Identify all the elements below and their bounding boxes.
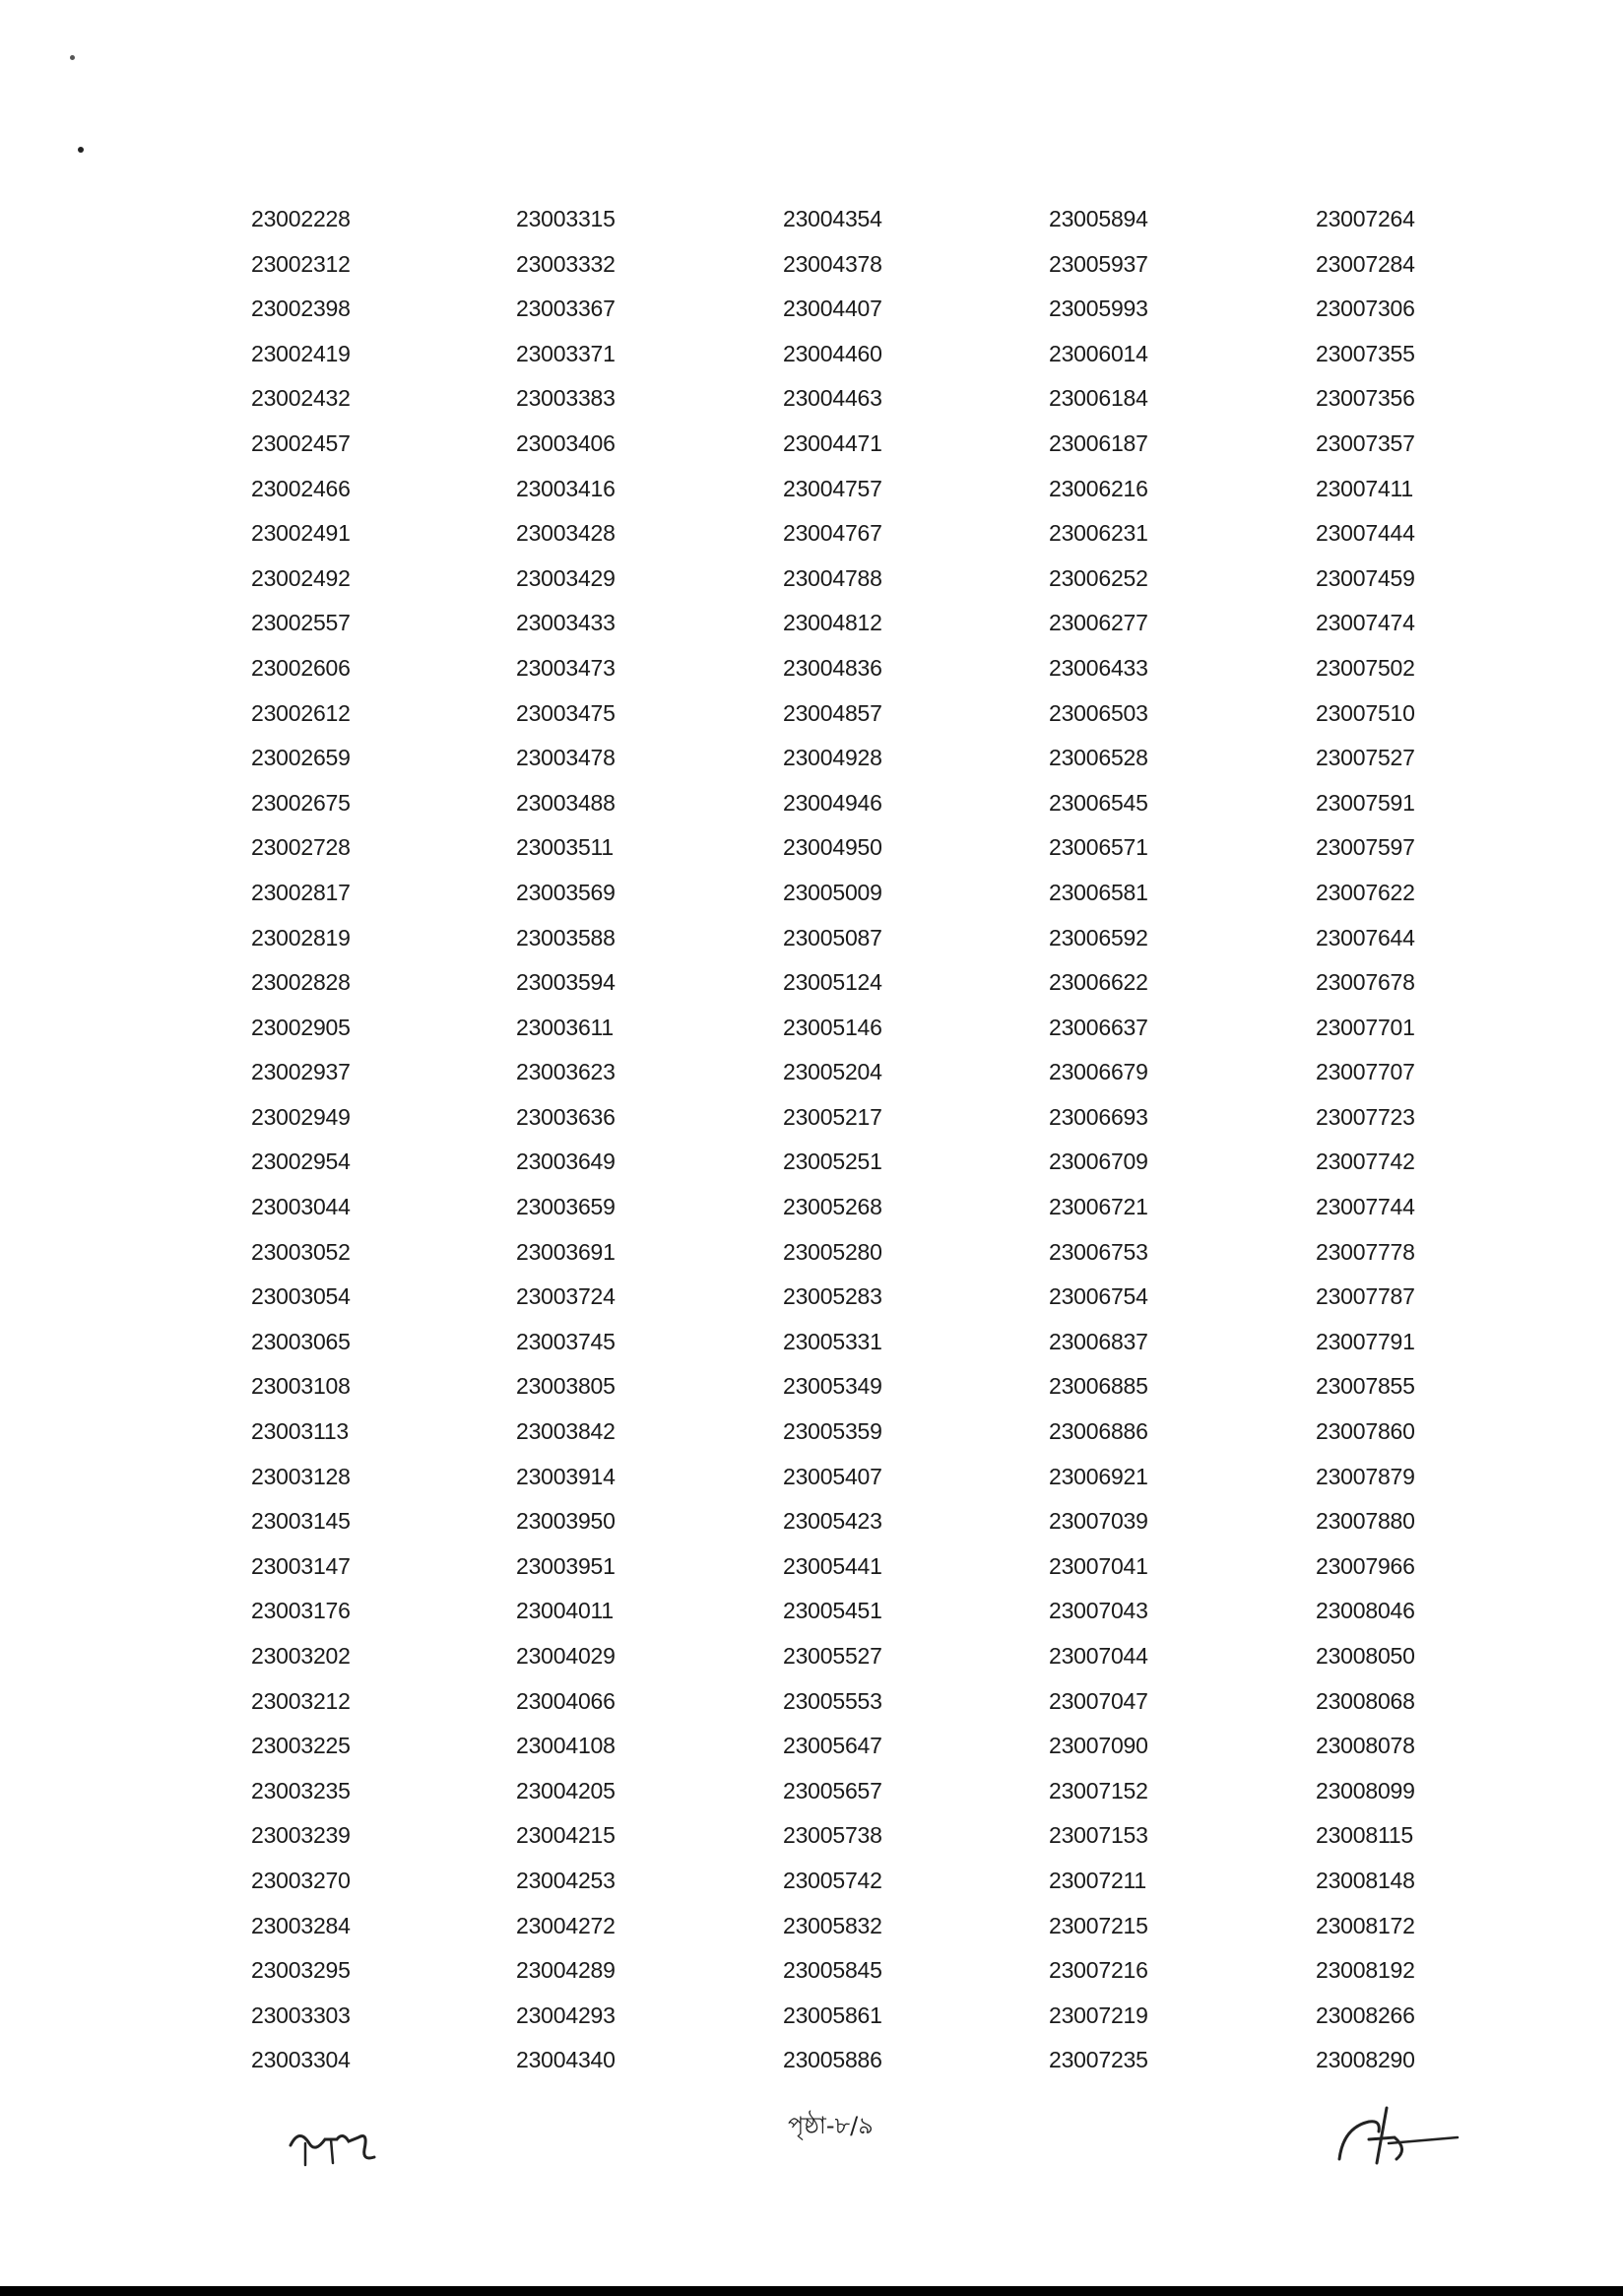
roll-number: 23004407 — [783, 295, 882, 322]
roll-number: 23002828 — [251, 969, 351, 996]
roll-number: 23003176 — [251, 1598, 351, 1624]
roll-number: 23003429 — [516, 564, 616, 591]
roll-number: 23007411 — [1316, 475, 1414, 501]
roll-number: 23004767 — [783, 520, 882, 547]
roll-number: 23004788 — [783, 564, 882, 591]
roll-number: 23005423 — [783, 1508, 882, 1535]
signature-left-icon — [286, 2118, 384, 2177]
roll-number: 23003108 — [251, 1373, 351, 1400]
roll-number: 23004066 — [516, 1687, 616, 1714]
roll-number: 23007215 — [1049, 1912, 1148, 1938]
roll-number: 23004215 — [516, 1822, 616, 1849]
roll-number: 23006433 — [1049, 654, 1148, 681]
roll-number: 23002905 — [251, 1014, 351, 1040]
roll-number: 23005124 — [783, 969, 882, 996]
roll-number: 23003511 — [516, 834, 615, 861]
roll-number: 23005331 — [783, 1328, 882, 1354]
roll-number: 23003636 — [516, 1103, 616, 1130]
roll-number: 23005527 — [783, 1643, 882, 1669]
roll-number: 23003128 — [251, 1463, 351, 1489]
roll-number: 23005845 — [783, 1957, 882, 1984]
roll-number: 23007879 — [1316, 1463, 1415, 1489]
roll-number: 23005280 — [783, 1238, 882, 1265]
roll-number: 23004836 — [783, 654, 882, 681]
roll-number: 23003113 — [251, 1418, 350, 1445]
roll-number: 23004340 — [516, 2047, 616, 2073]
roll-number: 23003659 — [516, 1194, 616, 1220]
roll-number: 23006886 — [1049, 1418, 1148, 1445]
roll-number: 23007678 — [1316, 969, 1415, 996]
roll-number: 23003416 — [516, 475, 616, 501]
roll-number: 23003295 — [251, 1957, 351, 1984]
roll-number: 23003332 — [516, 250, 616, 277]
roll-number: 23004205 — [516, 1777, 616, 1804]
roll-number: 23003623 — [516, 1059, 616, 1085]
roll-number: 23005861 — [783, 2001, 882, 2028]
roll-number: 23002457 — [251, 429, 351, 456]
roll-number: 23005657 — [783, 1777, 882, 1804]
roll-number: 23007778 — [1316, 1238, 1415, 1265]
roll-number: 23005451 — [783, 1598, 882, 1624]
roll-number: 23002819 — [251, 924, 351, 951]
roll-number: 23005283 — [783, 1283, 882, 1310]
roll-number: 23005886 — [783, 2047, 882, 2073]
roll-number: 23004812 — [783, 610, 882, 636]
roll-number: 23007357 — [1316, 429, 1415, 456]
roll-number: 23002949 — [251, 1103, 351, 1130]
roll-number: 23007474 — [1316, 610, 1415, 636]
roll-number: 23007723 — [1316, 1103, 1415, 1130]
roll-number: 23003842 — [516, 1418, 616, 1445]
roll-number: 23007744 — [1316, 1194, 1415, 1220]
roll-number: 23008115 — [1316, 1822, 1414, 1849]
roll-number: 23003745 — [516, 1328, 616, 1354]
roll-number: 23002419 — [251, 340, 351, 366]
roll-number: 23003284 — [251, 1912, 351, 1938]
roll-number: 23003950 — [516, 1508, 616, 1535]
roll-number: 23002659 — [251, 745, 351, 771]
roll-number: 23007043 — [1049, 1598, 1148, 1624]
roll-number: 23004354 — [783, 206, 882, 231]
roll-number: 23002491 — [251, 520, 351, 547]
roll-number: 23007152 — [1049, 1777, 1148, 1804]
roll-number: 23008266 — [1316, 2001, 1415, 2028]
roll-number: 23006571 — [1049, 834, 1148, 861]
roll-number: 23005894 — [1049, 206, 1148, 231]
roll-number: 23003044 — [251, 1194, 351, 1220]
roll-number: 23003473 — [516, 654, 616, 681]
roll-number: 23003914 — [516, 1463, 616, 1489]
roll-number: 23005217 — [783, 1103, 882, 1130]
roll-number: 23006592 — [1049, 924, 1148, 951]
roll-number: 23003478 — [516, 745, 616, 771]
roll-number: 23007510 — [1316, 699, 1415, 726]
roll-number: 23008192 — [1316, 1957, 1415, 1984]
roll-number: 23006693 — [1049, 1103, 1148, 1130]
roll-number: 23003315 — [516, 206, 616, 231]
roll-number: 23006014 — [1049, 340, 1148, 366]
roll-number: 23007041 — [1049, 1552, 1148, 1579]
roll-number: 23007356 — [1316, 385, 1415, 412]
roll-number: 23003270 — [251, 1867, 351, 1893]
roll-number: 23008148 — [1316, 1867, 1415, 1893]
roll-number: 23005009 — [783, 879, 882, 905]
column-5 — [1316, 197, 1415, 2083]
roll-number: 23002557 — [251, 610, 351, 636]
roll-number: 23003433 — [516, 610, 616, 636]
roll-number: 23007597 — [1316, 834, 1415, 861]
roll-number: 23004950 — [783, 834, 882, 861]
roll-number: 23004460 — [783, 340, 882, 366]
roll-number: 23003428 — [516, 520, 616, 547]
roll-number: 23007787 — [1316, 1283, 1415, 1310]
roll-number: 23003052 — [251, 1238, 351, 1265]
roll-number: 23003649 — [516, 1148, 616, 1175]
roll-number: 23002228 — [251, 206, 351, 231]
signature-right-icon — [1330, 2098, 1467, 2177]
roll-number: 23003065 — [251, 1328, 351, 1354]
roll-number: 23004011 — [516, 1598, 615, 1624]
column-4 — [1049, 197, 1148, 2083]
roll-number: 23003588 — [516, 924, 616, 951]
roll-number: 23003611 — [516, 1014, 615, 1040]
roll-number: 23003235 — [251, 1777, 351, 1804]
roll-number: 23007591 — [1316, 789, 1415, 816]
roll-number: 23006753 — [1049, 1238, 1148, 1265]
roll-number: 23006709 — [1049, 1148, 1148, 1175]
roll-number: 23003367 — [516, 295, 616, 322]
roll-number: 23007459 — [1316, 564, 1415, 591]
roll-number: 23004289 — [516, 1957, 616, 1984]
roll-number: 23002937 — [251, 1059, 351, 1085]
roll-number: 23006184 — [1049, 385, 1148, 412]
roll-number: 23004471 — [783, 429, 882, 456]
roll-number: 23004108 — [516, 1733, 616, 1759]
roll-number: 23007355 — [1316, 340, 1415, 366]
roll-number: 23007306 — [1316, 295, 1415, 322]
roll-number: 23002312 — [251, 250, 351, 277]
roll-number: 23008099 — [1316, 1777, 1415, 1804]
roll-number: 23008078 — [1316, 1733, 1415, 1759]
scan-speck — [70, 55, 75, 60]
roll-number: 23003488 — [516, 789, 616, 816]
roll-number: 23008068 — [1316, 1687, 1415, 1714]
roll-number: 23003805 — [516, 1373, 616, 1400]
roll-number: 23005359 — [783, 1418, 882, 1445]
roll-number: 23005268 — [783, 1194, 882, 1220]
roll-number: 23002954 — [251, 1148, 351, 1175]
roll-number: 23005349 — [783, 1373, 882, 1400]
roll-number: 23004293 — [516, 2001, 616, 2028]
roll-number: 23005251 — [783, 1148, 882, 1175]
roll-number: 23006721 — [1049, 1194, 1148, 1220]
roll-number: 23007622 — [1316, 879, 1415, 905]
roll-number: 23003304 — [251, 2047, 351, 2073]
roll-number: 23004946 — [783, 789, 882, 816]
roll-number: 23007284 — [1316, 250, 1415, 277]
roll-number: 23002432 — [251, 385, 351, 412]
roll-number: 23007644 — [1316, 924, 1415, 951]
roll-number: 23006216 — [1049, 475, 1148, 501]
roll-number: 23007860 — [1316, 1418, 1415, 1445]
roll-number: 23004029 — [516, 1643, 616, 1669]
roll-number: 23008050 — [1316, 1643, 1415, 1669]
roll-number: 23003303 — [251, 2001, 351, 2028]
roll-number: 23005087 — [783, 924, 882, 951]
roll-number: 23007742 — [1316, 1148, 1415, 1175]
roll-number: 23003594 — [516, 969, 616, 996]
roll-number: 23007527 — [1316, 745, 1415, 771]
roll-number: 23004928 — [783, 745, 882, 771]
roll-number: 23003383 — [516, 385, 616, 412]
roll-number: 23006581 — [1049, 879, 1148, 905]
column-2 — [516, 197, 616, 2083]
roll-number: 23006754 — [1049, 1283, 1148, 1310]
roll-number: 23005742 — [783, 1867, 882, 1893]
roll-number: 23003225 — [251, 1733, 351, 1759]
roll-number: 23003371 — [516, 340, 616, 366]
roll-number: 23007090 — [1049, 1733, 1148, 1759]
roll-number: 23004757 — [783, 475, 882, 501]
roll-number: 23005993 — [1049, 295, 1148, 322]
roll-number: 23003475 — [516, 699, 616, 726]
roll-number: 23008046 — [1316, 1598, 1415, 1624]
roll-number: 23004463 — [783, 385, 882, 412]
roll-number: 23007791 — [1316, 1328, 1415, 1354]
roll-number: 23006277 — [1049, 610, 1148, 636]
roll-number: 23006187 — [1049, 429, 1148, 456]
roll-number: 23007855 — [1316, 1373, 1415, 1400]
roll-number: 23006637 — [1049, 1014, 1148, 1040]
page-number: পৃষ্ঠা-৮/৯ — [788, 2112, 874, 2139]
roll-number: 23007264 — [1316, 206, 1415, 231]
roll-number: 23005832 — [783, 1912, 882, 1938]
roll-number: 23005937 — [1049, 250, 1148, 277]
roll-number: 23006885 — [1049, 1373, 1148, 1400]
roll-number: 23004378 — [783, 250, 882, 277]
roll-number: 23006921 — [1049, 1463, 1148, 1489]
roll-number: 23002728 — [251, 834, 351, 861]
roll-number: 23006679 — [1049, 1059, 1148, 1085]
column-1 — [251, 197, 351, 2083]
roll-number: 23006837 — [1049, 1328, 1148, 1354]
roll-number: 23007211 — [1049, 1867, 1147, 1893]
roll-number: 23005647 — [783, 1733, 882, 1759]
roll-number: 23004272 — [516, 1912, 616, 1938]
roll-number: 23006252 — [1049, 564, 1148, 591]
roll-number: 23008290 — [1316, 2047, 1415, 2073]
roll-number: 23007701 — [1316, 1014, 1415, 1040]
roll-number: 23003202 — [251, 1643, 351, 1669]
roll-number: 23007707 — [1316, 1059, 1415, 1085]
roll-number: 23007153 — [1049, 1822, 1148, 1849]
roll-number: 23002466 — [251, 475, 351, 501]
roll-number: 23003951 — [516, 1552, 616, 1579]
roll-number: 23007047 — [1049, 1687, 1148, 1714]
roll-number: 23002492 — [251, 564, 351, 591]
roll-number: 23003145 — [251, 1508, 351, 1535]
roll-number: 23002675 — [251, 789, 351, 816]
roll-number: 23004253 — [516, 1867, 616, 1893]
roll-number: 23005738 — [783, 1822, 882, 1849]
roll-number: 23007880 — [1316, 1508, 1415, 1535]
column-3 — [783, 197, 882, 2083]
roll-number: 23007444 — [1316, 520, 1415, 547]
roll-number: 23005441 — [783, 1552, 882, 1579]
roll-number: 23005146 — [783, 1014, 882, 1040]
roll-number: 23006528 — [1049, 745, 1148, 771]
roll-number: 23008172 — [1316, 1912, 1415, 1938]
roll-number: 23003054 — [251, 1283, 351, 1310]
roll-number: 23007502 — [1316, 654, 1415, 681]
roll-number: 23005204 — [783, 1059, 882, 1085]
roll-number: 23007039 — [1049, 1508, 1148, 1535]
roll-number: 23003724 — [516, 1283, 616, 1310]
roll-number: 23002817 — [251, 879, 351, 905]
roll-number: 23003569 — [516, 879, 616, 905]
roll-number: 23002612 — [251, 699, 351, 726]
roll-number: 23002398 — [251, 295, 351, 322]
scan-edge-bar — [0, 2286, 1623, 2296]
roll-number: 23003147 — [251, 1552, 351, 1579]
roll-number: 23003212 — [251, 1687, 351, 1714]
roll-number: 23006622 — [1049, 969, 1148, 996]
roll-number: 23005407 — [783, 1463, 882, 1489]
roll-number: 23007216 — [1049, 1957, 1148, 1984]
roll-number: 23006545 — [1049, 789, 1148, 816]
bullet-dot — [78, 147, 84, 153]
roll-number: 23005553 — [783, 1687, 882, 1714]
roll-number: 23004857 — [783, 699, 882, 726]
roll-number: 23006503 — [1049, 699, 1148, 726]
roll-number: 23006231 — [1049, 520, 1148, 547]
roll-number: 23003691 — [516, 1238, 616, 1265]
roll-number: 23007966 — [1316, 1552, 1415, 1579]
roll-number: 23003406 — [516, 429, 616, 456]
roll-number: 23007219 — [1049, 2001, 1148, 2028]
roll-number: 23007235 — [1049, 2047, 1148, 2073]
roll-number: 23003239 — [251, 1822, 351, 1849]
roll-number: 23002606 — [251, 654, 351, 681]
roll-number: 23007044 — [1049, 1643, 1148, 1669]
